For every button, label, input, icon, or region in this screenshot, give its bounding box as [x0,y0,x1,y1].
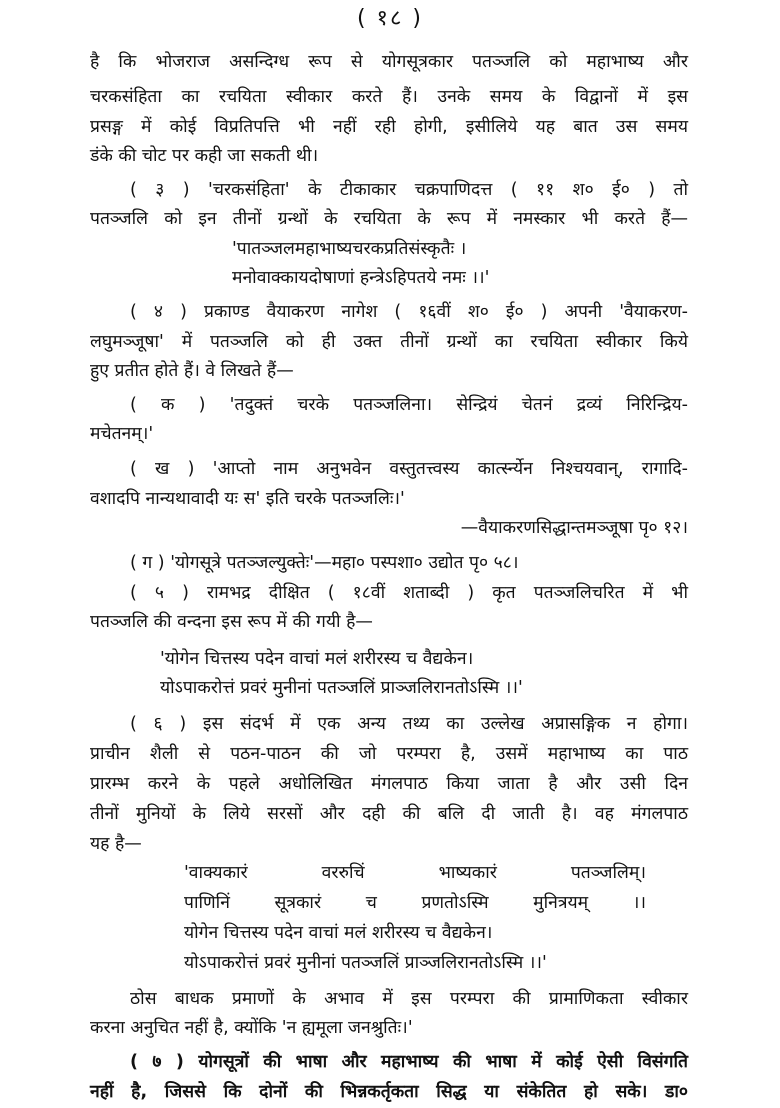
text-line: ( ३ ) 'चरकसंहिता' के टीकाकार चक्रपाणिदत्त ( ११ श० ई० ) तो [130,180,688,200]
verse-line: 'योगेन चित्तस्य पदेन वाचां मलं शरीरस्य च वैद्यकेन। [160,649,474,669]
text-line: प्रारम्भ करने के पहले अधोलिखित मंगलपाठ किया जाता है और उसी दिन [90,774,688,794]
text-line: ( क ) 'तदुक्तं चरके पतञ्जलिना। सेन्द्रियं चेतनं द्रव्यं निरिन्द्रिय- [130,395,688,415]
verse-line: योगेन चित्तस्य पदेन वाचां मलं शरीरस्य च वैद्यकेन। [184,923,493,943]
page-number: ( १८ ) [356,6,424,31]
verse-line: मनोवाक्कायदोषाणां हन्त्रेऽहिपतये नमः ।।' [232,268,490,288]
text-line: ( ५ ) रामभद्र दीक्षित ( १८वीं शताब्दी ) कृत पतञ्जलिचरित में भी [130,583,688,603]
verse-line: 'वाक्यकारं वररुचिं भाष्यकारं पतञ्जलिम्। [184,863,646,883]
text-line: पतञ्जलि की वन्दना इस रूप में की गयी है— [90,612,373,632]
text-line: ( ख ) 'आप्तो नाम अनुभवेन वस्तुतत्त्वस्य कार्त्स्न्येन निश्चयवान्, रागादि- [130,459,688,479]
text-line: ठोस बाधक प्रमाणों के अभाव में इस परम्परा की प्रामाणिकता स्वीकार [130,989,688,1009]
text-line: है कि भोजराज असन्दिग्ध रूप से योगसूत्रकार पतञ्जलि को महाभाष्य और [90,52,688,72]
citation: —वैयाकरणसिद्धान्तमञ्जूषा पृ० १२। [460,518,688,538]
text-line: चरकसंहिता का रचयिता स्वीकार करते हैं। उनके समय के विद्वानों में इस [90,87,688,107]
text-line: लघुमञ्जूषा' में पतञ्जलि को ही उक्त तीनों ग्रन्थों का रचयिता स्वीकार किये [90,332,688,352]
verse-line: योऽपाकरोत्तं प्रवरं मुनीनां पतञ्जलिं प्राञ्जलिरानतोऽस्मि ।।' [160,678,523,698]
text-line: यह है— [90,834,142,854]
verse-line: योऽपाकरोत्तं प्रवरं मुनीनां पतञ्जलिं प्राञ्जलिरानतोऽस्मि ।।' [184,953,547,973]
text-line: मचेतनम्।' [90,424,154,444]
verse-line: पाणिनिं सूत्रकारं च प्रणतोऽस्मि मुनित्रयम् ।। [184,893,646,913]
verse-line: 'पातञ्जलमहाभाष्यचरकप्रतिसंस्कृतैः । [232,239,467,259]
text-line: प्रसङ्ग में कोई विप्रतिपत्ति भी नहीं रही होगी, इसीलिये यह बात उस समय [90,117,688,137]
text-line: करना अनुचित नहीं है, क्योंकि 'न ह्यमूला जनश्रुतिः।' [90,1018,413,1038]
text-line: ( ६ ) इस संदर्भ में एक अन्य तथ्य का उल्लेख अप्रासङ्गिक न होगा। [130,714,688,734]
text-line: ( ७ ) योगसूत्रों की भाषा और महाभाष्य की भाषा में कोई ऐसी विसंगति [130,1052,688,1072]
text-line: डंके की चोट पर कही जा सकती थी। [90,146,319,166]
text-line: तीनों मुनियों के लिये सरसों और दही की बलि दी जाती है। वह मंगलपाठ [90,804,688,824]
text-line: वशादपि नान्यथावादी यः स' इति चरके पतञ्जलिः।' [90,489,405,509]
text-line: नहीं है, जिससे कि दोनों की भिन्नकर्तृकता सिद्ध या संकेतित हो सके। डा० [90,1082,688,1102]
text-line: प्राचीन शैली से पठन-पाठन की जो परम्परा है, उसमें महाभाष्य का पाठ [90,744,688,764]
text-line: ( ग ) 'योगसूत्रे पतञ्जल्युक्तेः'—महा० पस्पशा० उद्योत पृ० ५८। [130,553,519,573]
text-line: हुए प्रतीत होते हैं। वे लिखते हैं— [90,361,294,381]
text-line: ( ४ ) प्रकाण्ड वैयाकरण नागेश ( १६वीं श० ई० ) अपनी 'वैयाकरण- [130,302,688,322]
text-line: पतञ्जलि को इन तीनों ग्रन्थों के रचयिता के रूप में नमस्कार भी करते हैं— [90,209,688,229]
